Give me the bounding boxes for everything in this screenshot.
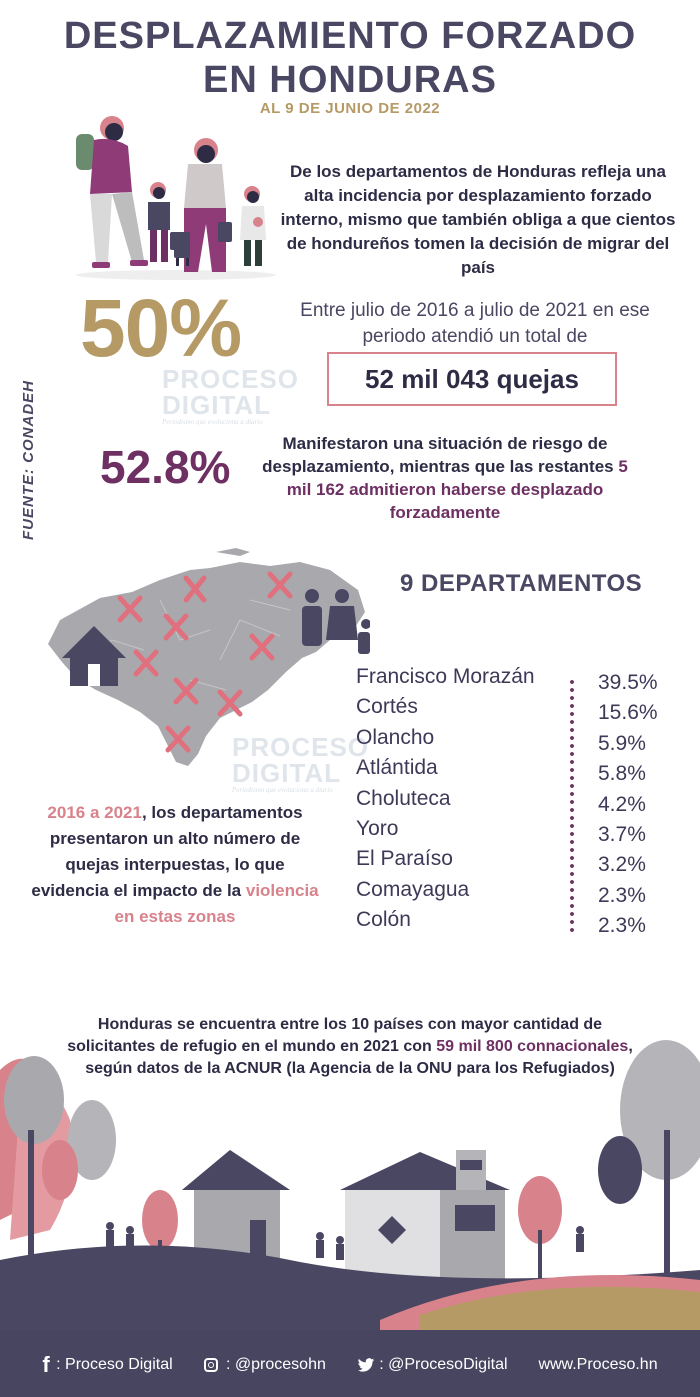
- departments-title: 9 DEPARTAMENTOS: [400, 570, 643, 597]
- department-name: Francisco Morazán: [356, 665, 535, 688]
- stat-50-value: 50%: [80, 283, 242, 374]
- department-pct: 3.7%: [598, 822, 646, 846]
- department-row: [356, 908, 676, 938]
- department-row: [356, 878, 676, 908]
- department-pct: 39.5%: [598, 671, 658, 694]
- watermark-2: [232, 734, 369, 794]
- department-row: [356, 847, 676, 877]
- department-name: Cortés: [356, 695, 418, 719]
- department-pct: 5.9%: [598, 731, 646, 755]
- department-row: [356, 695, 676, 725]
- map-note-highlight: violencia en estas zonas: [114, 881, 319, 926]
- dotted-divider: [570, 678, 574, 934]
- department-name: El Paraíso: [356, 847, 453, 871]
- department-pct: 2.3%: [598, 914, 646, 938]
- department-pct: 3.2%: [598, 853, 646, 877]
- department-pct: 15.6%: [598, 701, 658, 725]
- department-row: [356, 787, 676, 817]
- family-illustration: [66, 112, 286, 282]
- department-row: [356, 817, 676, 847]
- footer-bar: [0, 1330, 700, 1397]
- watermark-2-line-2: DIGITAL: [232, 758, 342, 788]
- stat-528-highlight: 5 mil 162 admitieron haberse desplazado forzadamente: [286, 457, 628, 522]
- departments-list: [356, 665, 676, 939]
- footer-instagram[interactable]: : @procesohn: [226, 1356, 326, 1373]
- map-note-body: , los departamentos presentaron un alto número de quejas interpuestas, lo que evidencia el impacto de la: [31, 803, 303, 900]
- refugio-highlight: 59 mil 800 connacionales: [436, 1038, 629, 1055]
- department-name: Olancho: [356, 725, 435, 749]
- watermark-line-2: DIGITAL: [162, 390, 272, 420]
- department-pct: 4.2%: [598, 792, 646, 816]
- intro-text: De los departamentos de Honduras refleja una alta incidencia por desplazamiento forzado interno, mismo que también obliga a que cientos de hondureños tomen la decisión de migrar del país: [280, 162, 676, 277]
- watermark: [162, 366, 299, 426]
- facebook-icon[interactable]: f: [42, 1352, 50, 1377]
- department-name: Comayagua: [356, 877, 470, 901]
- department-name: Atlántida: [356, 756, 438, 780]
- refugio-body: Honduras se encuentra entre los 10 países con mayor cantidad de solicitantes de refugio en el mundo en 2021 con: [67, 1016, 603, 1055]
- source-label: FUENTE: CONADEH: [20, 380, 37, 540]
- department-pct: 5.8%: [598, 762, 646, 786]
- department-pct: 2.3%: [598, 883, 646, 907]
- page-date: AL 9 DE JUNIO DE 2022: [259, 100, 441, 117]
- watermark-tagline: Periodismo que evoluciona a diario: [162, 418, 263, 426]
- stat-528-body: Manifestaron una situación de riesgo de desplazamiento, mientras que las restantes: [262, 434, 614, 476]
- department-name: Choluteca: [356, 786, 451, 810]
- quejas-box: 52 mil 043 quejas: [327, 352, 617, 406]
- department-name: Yoro: [356, 816, 399, 840]
- refugio-tail: , según datos de la ACNUR (la Agencia de la ONU para los Refugiados): [85, 1038, 633, 1077]
- department-row: [356, 726, 676, 756]
- town-illustration: [0, 1030, 700, 1330]
- map-note-years: 2016 a 2021: [47, 803, 142, 822]
- watermark-2-tagline: Periodismo que evoluciona a diario: [232, 786, 333, 794]
- page-title-line-2: EN HONDURAS: [203, 59, 497, 101]
- map-note: [30, 800, 320, 930]
- twitter-icon[interactable]: [357, 1358, 375, 1373]
- watermark-2-line-1: PROCESO: [232, 732, 370, 762]
- stat-50-period-text: Entre julio de 2016 a julio de 2021 en ese periodo atendió un total de: [300, 300, 650, 347]
- stat-528-text: [252, 432, 638, 524]
- watermark-line-1: PROCESO: [162, 364, 300, 394]
- footer-facebook[interactable]: : Proceso Digital: [56, 1356, 173, 1373]
- department-name: Colón: [356, 908, 411, 932]
- page-title-line-1: DESPLAZAMIENTO FORZADO: [63, 15, 637, 57]
- instagram-icon[interactable]: [204, 1358, 218, 1372]
- department-row: [356, 756, 676, 786]
- footer-website[interactable]: www.Proceso.hn: [538, 1356, 658, 1373]
- department-row: [356, 665, 676, 695]
- footer-twitter[interactable]: : @ProcesoDigital: [379, 1356, 508, 1373]
- stat-528-value: 52.8%: [100, 441, 231, 493]
